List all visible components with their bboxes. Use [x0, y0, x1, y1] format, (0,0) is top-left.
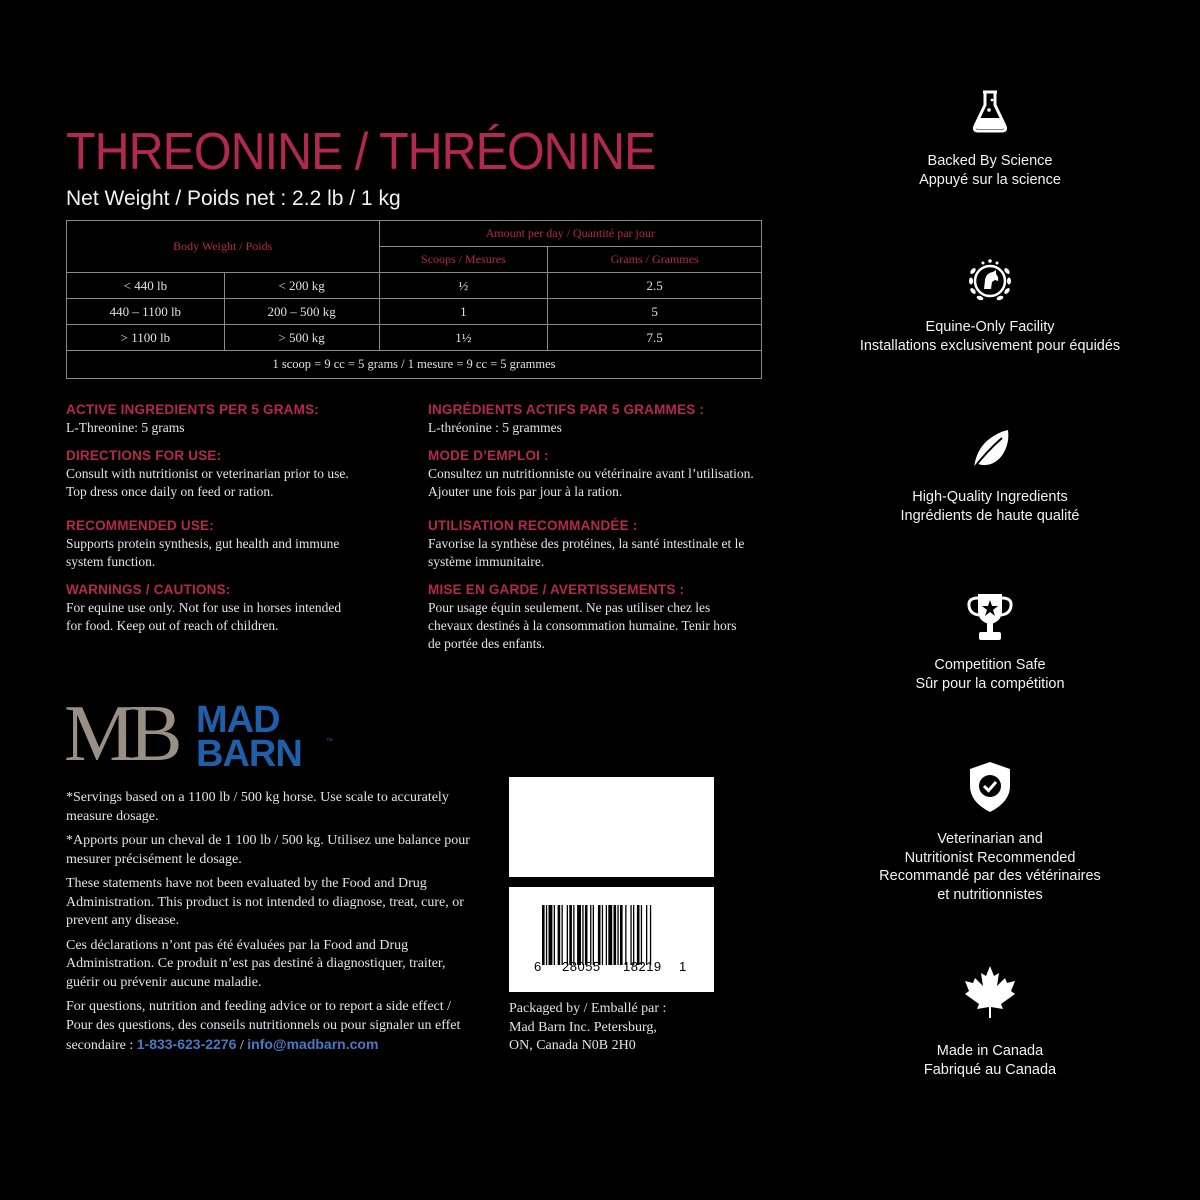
product-title: THREONINE / THRÉONINE [66, 123, 656, 181]
barcode-icon [542, 905, 692, 965]
table-footer: 1 scoop = 9 cc = 5 grams / 1 mesure = 9 cc = 5 grammes [67, 351, 762, 379]
dosage-table [66, 220, 762, 379]
section-line: Ajouter une fois par jour à la ration. [428, 484, 623, 499]
section-line: Top dress once daily on feed or ration. [66, 484, 274, 499]
feature-made-in-canada [840, 964, 1140, 1079]
section-line: L-Threonine: 5 grams [66, 420, 185, 435]
barcode-digit: 28055 [562, 959, 601, 974]
section-line: system function. [66, 554, 156, 569]
feature-ingredients [840, 428, 1140, 525]
feature-label: Fabriqué au Canada [923, 1061, 1057, 1078]
cell-grams: 7.5 [548, 325, 762, 351]
mad-barn-logo [64, 690, 344, 778]
footnote: *Servings based on a 1100 lb / 500 kg horse. Use scale to accurately measure dosage. [66, 790, 449, 824]
header-amount: Amount per day / Quantité par jour [379, 221, 762, 247]
logo-mb: MB [64, 690, 177, 778]
feature-label: Recommandé par des vétérinaires [879, 868, 1101, 884]
feature-science [840, 88, 1140, 189]
cell-scoops: 1½ [379, 325, 548, 351]
cell-grams: 2.5 [548, 273, 762, 299]
footnote: These statements have not been evaluated by the Food and Drug Administration. This product is not intended to diagnose, treat, cure, or prevent any disease. [66, 876, 464, 928]
feature-label: Equine-Only Facility [925, 319, 1055, 335]
contact-text: For questions, nutrition and feeding advice or to report a side effect / Pour des questions, des conseils nutritionnels ou pour signaler un effet secondaire : [66, 999, 461, 1053]
section-heading: UTILISATION RECOMMANDÉE : [428, 518, 638, 533]
feature-competition [840, 590, 1140, 693]
feature-label: High-Quality Ingredients [912, 489, 1068, 505]
flask-icon [970, 88, 1010, 134]
packaged-line: Packaged by / Emballé par : [509, 1001, 667, 1016]
logo-trademark: ™ [326, 738, 333, 745]
section-warnings-fr [428, 581, 736, 653]
section-heading: RECOMMENDED USE: [66, 518, 214, 533]
horse-emblem-icon [965, 256, 1015, 306]
cell-lb: 440 – 1100 lb [67, 299, 225, 325]
header-body-weight: Body Weight / Poids [67, 221, 380, 273]
section-line: de portée des enfants. [428, 636, 545, 651]
packaged-by [509, 1000, 666, 1056]
feature-label: Veterinarian and [937, 831, 1043, 847]
section-directions-en [66, 447, 349, 501]
contact-info [66, 998, 476, 1056]
section-heading: ACTIVE INGREDIENTS PER 5 GRAMS: [66, 402, 319, 417]
table-row [67, 273, 762, 299]
section-line: Consult with nutritionist or veterinarian prior to use. [66, 466, 349, 481]
feature-label: Made in Canada [936, 1043, 1044, 1059]
net-weight: Net Weight / Poids net : 2.2 lb / 1 kg [66, 187, 401, 210]
feature-label: Competition Safe [934, 657, 1046, 673]
leaf-icon [968, 428, 1012, 472]
cell-kg: > 500 kg [224, 325, 379, 351]
blank-label-box [509, 777, 714, 877]
barcode-digit: 18219 [623, 959, 662, 974]
feature-equine-facility [840, 256, 1140, 355]
feature-label: Backed By Science [927, 153, 1053, 169]
section-recommended-fr [428, 517, 744, 571]
feature-label: Nutritionist Recommended [904, 849, 1076, 866]
feature-label: et nutritionnistes [937, 886, 1043, 903]
footnote: *Apports pour un cheval de 1 100 lb / 500 kg. Utilisez une balance pour mesurer précisément le dosage. [66, 833, 470, 867]
cell-grams: 5 [548, 299, 762, 325]
section-active-ingredients-en [66, 401, 319, 437]
maple-leaf-icon [963, 964, 1017, 1020]
feature-label: Installations exclusivement pour équidés [859, 337, 1121, 354]
phone-link[interactable]: 1-833-623-2276 [136, 1036, 237, 1052]
table-row [67, 325, 762, 351]
barcode-box [509, 887, 714, 992]
packaged-line: ON, Canada N0B 2H0 [509, 1038, 636, 1053]
footnote: Ces déclarations n’ont pas été évaluées par la Food and Drug Administration. Ce produit n’est pas destiné à diagnostiquer, traiter, guérir ou prévenir aucune maladie. [66, 937, 446, 990]
feature-label: Appuyé sur la science [919, 171, 1061, 188]
email-link[interactable]: info@madbarn.com [247, 1036, 379, 1052]
feature-recommended [840, 760, 1140, 904]
footnotes [66, 789, 476, 1062]
barcode-digit: 1 [679, 959, 687, 974]
cell-lb: > 1100 lb [67, 325, 225, 351]
table-row [67, 299, 762, 325]
barcode-digit: 6 [534, 959, 542, 974]
section-heading: MISE EN GARDE / AVERTISSEMENTS : [428, 582, 685, 597]
section-active-ingredients-fr [428, 401, 704, 437]
section-line: For equine use only. Not for use in horses intended [66, 600, 342, 615]
cell-lb: < 440 lb [67, 273, 225, 299]
section-line: L-thréonine : 5 grammes [428, 420, 562, 435]
section-heading: WARNINGS / CAUTIONS: [66, 582, 231, 597]
shield-check-icon [967, 760, 1013, 814]
section-line: Favorise la synthèse des protéines, la santé intestinale et le [428, 536, 745, 551]
packaged-line: Mad Barn Inc. Petersburg, [509, 1019, 657, 1035]
feature-label: Ingrédients de haute qualité [900, 507, 1080, 524]
feature-label: Sûr pour la compétition [915, 675, 1065, 692]
section-line: Pour usage équin seulement. Ne pas utiliser chez les [428, 600, 711, 615]
logo-barn: BARN [196, 733, 302, 775]
trophy-icon [964, 590, 1016, 644]
section-heading: DIRECTIONS FOR USE: [66, 448, 222, 463]
header-scoops: Scoops / Mesures [379, 247, 548, 273]
section-warnings-en [66, 581, 341, 635]
section-heading: MODE D’EMPLOI : [428, 448, 549, 463]
cell-kg: < 200 kg [224, 273, 379, 299]
section-line: chevaux destinés à la consommation humaine. Tenir hors [428, 618, 737, 633]
section-line: Supports protein synthesis, gut health and immune [66, 536, 340, 551]
header-grams: Grams / Grammes [548, 247, 762, 273]
section-directions-fr [428, 447, 754, 501]
logo-mad: MAD [196, 699, 280, 741]
cell-scoops: 1 [379, 299, 548, 325]
section-heading: INGRÉDIENTS ACTIFS PAR 5 GRAMMES : [428, 402, 705, 417]
cell-scoops: ½ [379, 273, 548, 299]
section-recommended-en [66, 517, 339, 571]
section-line: système immunitaire. [428, 554, 545, 569]
section-line: Consultez un nutritionniste ou vétérinaire avant l’utilisation. [428, 466, 754, 481]
section-line: for food. Keep out of reach of children. [66, 618, 279, 633]
contact-separator: / [236, 1038, 248, 1053]
cell-kg: 200 – 500 kg [224, 299, 379, 325]
